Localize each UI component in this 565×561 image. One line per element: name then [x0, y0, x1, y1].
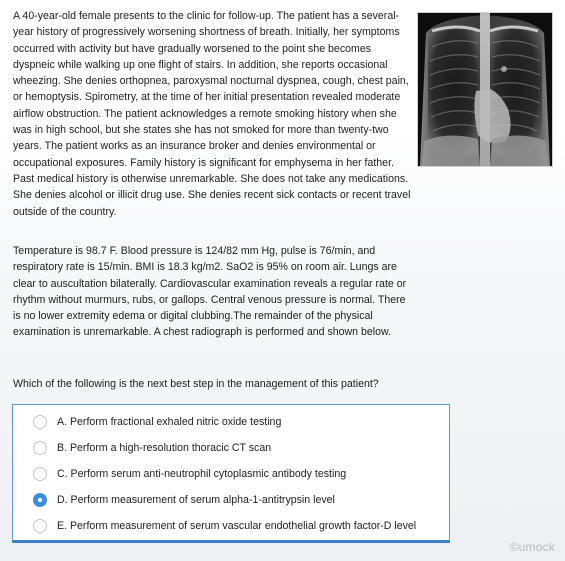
radio-button[interactable]: [33, 519, 47, 533]
answer-options-panel: [12, 404, 450, 543]
radio-button[interactable]: [33, 441, 47, 455]
answer-option-label: A. Perform fractional exhaled nitric oxide testing: [57, 416, 282, 428]
radio-button-selected[interactable]: [33, 493, 47, 507]
answer-option-a[interactable]: [33, 411, 281, 433]
umock-watermark: ©umock: [509, 540, 555, 554]
answer-option-label: E. Perform measurement of serum vascular endothelial growth factor-D level: [57, 520, 417, 532]
answer-option-e[interactable]: [33, 515, 416, 537]
answer-option-d[interactable]: [33, 489, 335, 511]
question-prompt: Which of the following is the next best step in the management of this patient?: [13, 378, 379, 390]
answer-option-b[interactable]: [33, 437, 271, 459]
chest-xray-image[interactable]: [417, 12, 553, 167]
answer-option-c[interactable]: [33, 463, 346, 485]
radio-button[interactable]: [33, 415, 47, 429]
answer-option-label: D. Perform measurement of serum alpha-1-antitrypsin level: [57, 494, 335, 506]
exam-paragraph: Temperature is 98.7 F. Blood pressure is 124/82 mm Hg, pulse is 76/min, and respiratory rate is 15/min. BMI is 18.3 kg/m2. SaO2 is 95% on room air. Lungs are clear to auscultation bilaterally. Cardiovascular examination reveals a regular rate or rhythm without murmurs, rubs, or gallops. Central venous pressure is normal. There is no lower extremity edema or digital clubbing.The remainder of the physical examination is unremarkable. A chest radiograph is performed and shown below.: [13, 245, 407, 339]
answer-option-label: B. Perform a high-resolution thoracic CT scan: [57, 442, 272, 454]
answer-option-label: C. Perform serum anti-neutrophil cytoplasmic antibody testing: [57, 468, 347, 480]
history-paragraph: A 40-year-old female presents to the clinic for follow-up. The patient has a several-year history of progressively worsening shortness of breath. Initially, her symptoms occurred with activity but have gradually worsened to the point she becomes dyspneic while walking up one flight of stairs. In addition, she reports occasional wheezing. She denies orthopnea, paroxysmal nocturnal dyspnea, cough, chest pain, or hemoptysis. Spirometry, at the time of her initial presentation revealed moderate airflow obstruction. The patient acknowledges a remote smoking history when she was in high school, but she states she has not smoked for more than twenty-two years. The patient works as an insurance broker and denies environmental or occupational exposures. Family history is significant for emphysema in her father. Past medical history is otherwise unremarkable. She does not take any medications. She denies alcohol or illicit drug use. She denies recent sick contacts or recent travel outside of the country.: [13, 10, 411, 218]
question-stem: [13, 8, 413, 236]
chest-xray-graphic: [418, 13, 552, 166]
radio-button[interactable]: [33, 467, 47, 481]
